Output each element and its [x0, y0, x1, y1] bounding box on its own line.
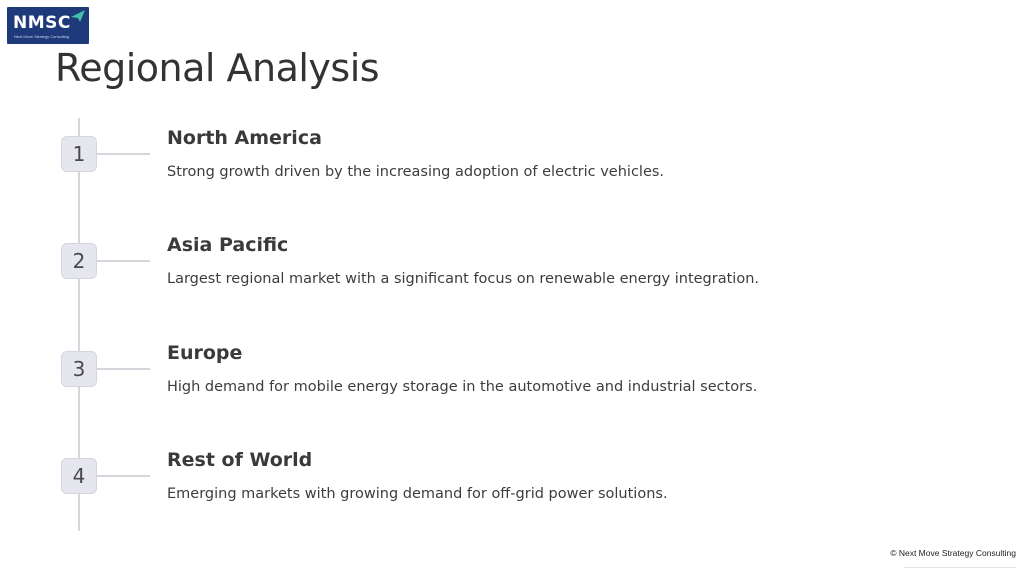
step-number-badge: 3: [61, 351, 97, 387]
step-description: Strong growth driven by the increasing adoption of electric vehicles.: [167, 164, 665, 180]
logo-text: NMSC: [13, 13, 71, 33]
timeline-step-north-america: [0, 127, 1024, 226]
step-number-badge: 2: [61, 243, 97, 279]
step-number-badge: 4: [61, 458, 97, 494]
paper-plane-icon: [71, 10, 85, 22]
timeline-step-rest-of-world: [0, 449, 1024, 548]
step-number-badge: 1: [61, 136, 97, 172]
company-logo: [7, 7, 89, 44]
page-title: Regional Analysis: [55, 46, 380, 90]
step-connector: [97, 475, 150, 477]
step-description: Emerging markets with growing demand for off-grid power solutions.: [167, 486, 668, 502]
timeline-step-asia-pacific: [0, 234, 1024, 333]
step-description: High demand for mobile energy storage in the automotive and industrial sectors.: [167, 379, 758, 395]
timeline-step-europe: [0, 342, 1024, 441]
copyright-footer: © Next Move Strategy Consulting: [890, 548, 1016, 558]
step-connector: [97, 368, 150, 370]
step-connector: [97, 153, 150, 155]
footer-divider: [904, 567, 1016, 568]
step-title: Europe: [167, 342, 243, 364]
logo-subtext: Next Move Strategy Consulting: [14, 34, 70, 39]
step-title: Rest of World: [167, 449, 313, 471]
step-connector: [97, 260, 150, 262]
step-title: Asia Pacific: [167, 234, 289, 256]
step-title: North America: [167, 127, 322, 149]
step-description: Largest regional market with a significant focus on renewable energy integration.: [167, 271, 759, 287]
